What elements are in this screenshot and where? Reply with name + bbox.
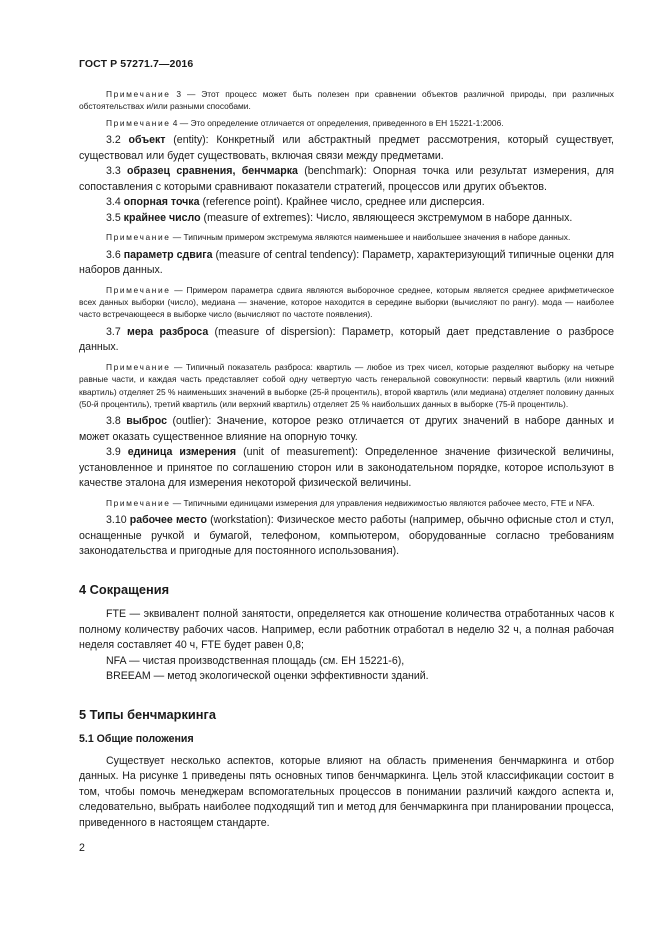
term-number: 3.3: [106, 165, 128, 178]
section-5-1-text: Существует несколько аспектов, которые влияют на область применения бенчмаркинга и отбор данных. На рисунке 1 приведены пять основных типов бенчмаркинга. Цель этой классификации состоит в том, чтобы помочь менеджерам вспомогательных процессов в понимании различий каждого аспекта и, следовательно, выбрать наиболее подходящий тип и метод для бенчмаркинга при планировании процесса, приведенного в настоящем стандарте.: [79, 754, 614, 829]
note-label: Примечание: [106, 117, 171, 128]
note-text: — Типичными единицами измерения для управления недвижимостью являются рабочее место, FTE и NFA.: [170, 497, 595, 508]
note-label: Примечание: [106, 232, 171, 243]
note-3: [79, 88, 614, 113]
term-3-2: [79, 133, 614, 164]
page-number: 2: [79, 842, 85, 854]
term-definition: (reference point). Крайнее число, среднее или дисперсия.: [199, 196, 485, 209]
document-header: ГОСТ Р 57271.7—2016: [79, 58, 194, 70]
term-name: единица измерения: [127, 446, 237, 459]
term-definition: (workstation): Физическое место работы (например, обычно офисные стол и стул, оснащенные ручкой и бумагой, телефоном, компьютером, оборудованные согласно требованиям законодательства и пригодные для постоянного использования).: [79, 514, 614, 558]
note-central-tendency: [79, 284, 614, 321]
term-name: параметр сдвига: [123, 248, 213, 261]
subsection-5-1-title: 5.1 Общие положения: [79, 733, 194, 746]
term-3-9: [79, 445, 614, 492]
term-definition: (measure of dispersion): Параметр, который дает представление о разбросе данных.: [79, 325, 614, 354]
term-3-7: [79, 325, 614, 356]
note-dispersion: [79, 361, 614, 411]
term-number: 3.10: [106, 514, 130, 527]
section-5-title: 5 Типы бенчмаркинга: [79, 706, 216, 722]
term-3-5: [79, 211, 614, 227]
term-name: крайнее число: [123, 211, 201, 224]
term-name: объект: [128, 134, 166, 147]
term-3-8: [79, 414, 614, 445]
term-name: рабочее место: [129, 514, 207, 527]
term-definition: (entity): Конкретный или абстрактный предмет рассмотрения, который существует, существовал или будет существовать, включая связи между предметами.: [79, 134, 614, 162]
term-3-10: [79, 513, 614, 560]
note-text: 3 — Этот процесс может быть полезен при сравнении объектов различной природы, при различных обстоятельствах и/или разными способами.: [79, 89, 614, 112]
term-number: 3.4: [106, 196, 124, 209]
term-number: 3.5: [106, 211, 124, 224]
term-definition: (measure of central tendency): Параметр, характеризующий типичные оценки для наборов данных.: [79, 248, 614, 277]
abbr-breeam: BREEAM — метод экологической оценки эффективности зданий.: [106, 670, 429, 683]
abbr-nfa: NFA — чистая производственная площадь (см. ЕН 15221-6),: [106, 654, 405, 667]
note-label: Примечание: [106, 89, 171, 99]
term-number: 3.2: [106, 134, 129, 147]
term-number: 3.8: [106, 415, 127, 428]
term-name: мера разброса: [127, 325, 209, 338]
term-3-3: [79, 164, 614, 195]
term-definition: (benchmark): Опорная точка или результат измерения, для сопоставления с которыми сравнивают показатели стратегий, процессов или других объектов.: [79, 165, 614, 193]
abbr-fte: FTE — эквивалент полной занятости, определяется как отношение количества отработанных часов к полному количеству рабочих часов. Например, если работник отработал в неделю 32 ч, а полная рабочая неделя составляет 40 ч, FTE будет равен 0,8;: [79, 608, 614, 652]
note-label: Примечание: [106, 284, 171, 295]
note-label: Примечание: [106, 361, 171, 372]
note-label: Примечание: [106, 497, 171, 508]
term-name: опорная точка: [123, 196, 200, 209]
term-3-4: [79, 195, 614, 211]
note-text: — Примером параметра сдвига являются выборочное среднее, которым является среднее арифметическое всех данных выборки (число), медиана — значение, которое находится в середине выборки (вычисляют по рангу). мода — наиболее часто встречающееся в выборке число (вычисляют по частоте появления).: [79, 284, 614, 320]
section-4-title: 4 Сокращения: [79, 581, 170, 597]
note-4: [79, 117, 614, 129]
term-name: образец сравнения, бенчмарка: [127, 165, 298, 178]
term-definition: (outlier): Значение, которое резко отличается от других значений в наборе данных и может оказать существенное влияние на опорную точку.: [79, 415, 615, 443]
term-3-6: [79, 248, 614, 279]
term-number: 3.7: [106, 325, 128, 338]
note-text: 4 — Это определение отличается от определения, приведенного в ЕН 15221-1:2006.: [170, 117, 504, 128]
term-number: 3.9: [106, 446, 128, 459]
note-text: — Типичный показатель разброса: квартиль — любое из трех чисел, которые разделяют выборку на четыре равные части, и каждая часть представляет собой одну четвертую часть генеральной совокупности: первый квартиль (или нижний квартиль) отделяет 25 % наименьших значений в выборке (25-й процентиль), второй квартиль (или медиана) отделяет половину данных (50-й процентиль), третий квартиль (или верхний квартиль) отделяет 25 % наибольших данных в выборке (75-й процентиль).: [79, 361, 614, 410]
term-definition: (unit of measurement): Определенное значение физической величины, установленное и принятое по соглашению сторон или в законодательном порядке, которое используют в качестве эталона для измерения некоторой физической величины.: [79, 446, 615, 490]
page-content: [79, 88, 614, 831]
term-number: 3.6: [106, 248, 124, 261]
note-text: — Типичным примером экстремума являются наименьшее и наибольшее значения в наборе данных.: [170, 232, 571, 243]
term-name: выброс: [126, 415, 167, 428]
note-extremes: [79, 231, 614, 243]
term-definition: (measure of extremes): Число, являющееся экстремумом в наборе данных.: [200, 211, 573, 224]
note-units: [79, 497, 614, 509]
